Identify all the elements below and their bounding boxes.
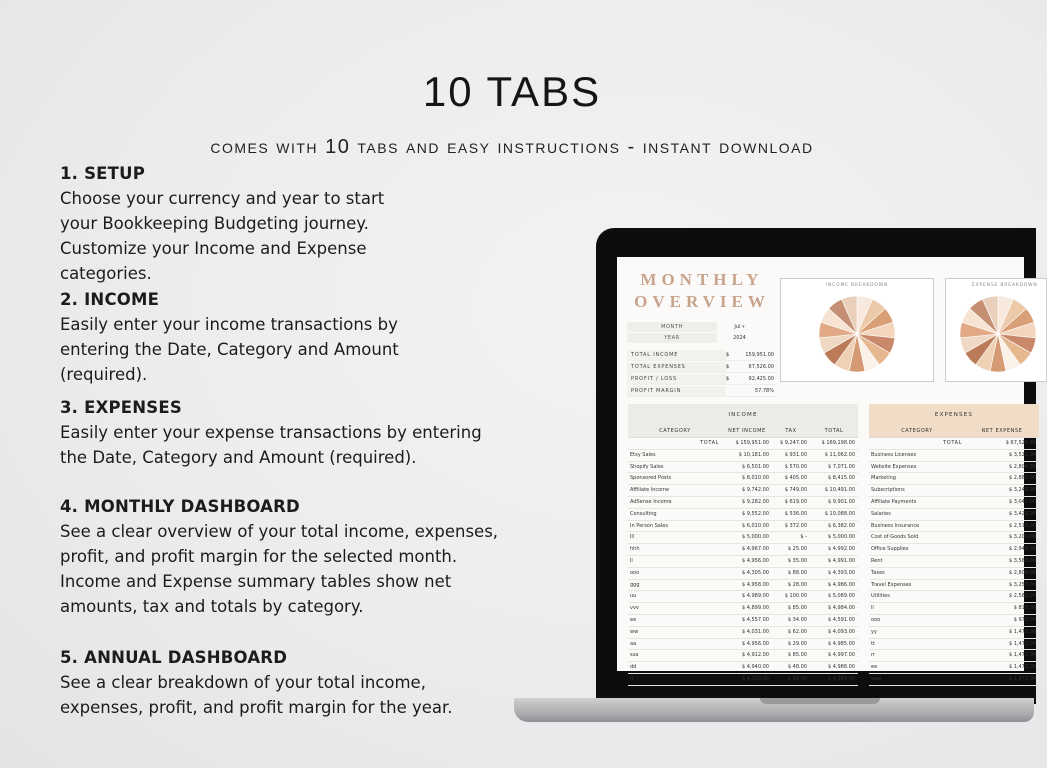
cell-category[interactable]: ll — [630, 557, 633, 564]
stat-label: PROFIT / LOSS — [627, 374, 726, 384]
cell-category[interactable]: Taxes — [871, 569, 885, 576]
cell-value: $ 4,899.00 — [741, 605, 769, 612]
cell-value: $ 6,010.00 — [741, 522, 769, 529]
year-label: YEAR — [627, 333, 717, 343]
cell-category[interactable]: Business Insurance — [871, 522, 920, 529]
income-pie — [781, 288, 933, 378]
cell-value: $ 4,591.00 — [827, 616, 855, 623]
cell-value: $ 1,473.00 — [1008, 675, 1036, 682]
cell-value: $ 9,742.00 — [741, 487, 769, 494]
table-row — [628, 627, 858, 639]
cell-value: $ 4,986.00 — [827, 581, 855, 588]
total-label: TOTAL — [700, 440, 719, 446]
cell-value: $ 85.00 — [787, 605, 807, 612]
cell-value: $ 7,071.00 — [827, 463, 855, 470]
cell-category[interactable]: Travel Expenses — [871, 581, 912, 588]
table-row — [869, 662, 1039, 674]
table-row — [869, 650, 1039, 662]
table-row — [869, 580, 1039, 592]
table-row — [628, 580, 858, 592]
cell-value: $ 5,000.00 — [827, 534, 855, 541]
cell-value: $ 4,956.00 — [741, 557, 769, 564]
month-select[interactable]: Jul ▾ — [734, 323, 745, 330]
year-value[interactable]: 2024 — [733, 334, 746, 341]
section-heading: 5. ANNUAL DASHBOARD — [60, 648, 288, 667]
cell-value: $ 29.00 — [787, 640, 807, 647]
table-row — [869, 450, 1039, 462]
total-value: $ 159,951.00 — [735, 440, 769, 446]
cell-value: $ 65.00 — [787, 675, 807, 682]
table-row — [869, 627, 1039, 639]
cell-value: $ 4,988.00 — [827, 664, 855, 671]
section-body: See a clear breakdown of your total income, expenses, profit, and profit margin for the year. — [60, 673, 453, 717]
cell-value: $ 2,809.00 — [1008, 569, 1036, 576]
cell-value: $ 8,415.00 — [827, 475, 855, 482]
cell-value: $ 3,257.00 — [1008, 581, 1036, 588]
cell-value: $ 1,472.00 — [1008, 628, 1036, 635]
cell-value: $ 6,382.00 — [827, 522, 855, 529]
table-row — [628, 603, 858, 615]
expense-table — [869, 404, 1039, 686]
total-value: $ 169,198.00 — [821, 440, 855, 446]
section-setup — [60, 162, 520, 286]
income-table — [628, 404, 858, 686]
summary-stats — [627, 349, 777, 397]
cell-value: $ 4,385.00 — [827, 675, 855, 682]
title-line-1: MONTHLY — [640, 270, 764, 289]
section-income — [60, 288, 520, 387]
cell-value: $ 3,206.00 — [1008, 534, 1036, 541]
stat-value: 92,425.00 — [748, 375, 774, 382]
cell-value: $ 100.00 — [784, 593, 807, 600]
cell-value: $ 34.00 — [787, 616, 807, 623]
cell-category[interactable]: aa — [630, 640, 637, 647]
page-subtitle: comes with 10 tabs and easy instructions - instant download — [210, 136, 814, 158]
cell-category[interactable]: Consulting — [630, 510, 657, 517]
cell-category[interactable]: Affiliate Income — [630, 487, 670, 494]
cell-category[interactable]: Marketing — [871, 475, 896, 482]
cell-value: $ 973.00 — [1013, 616, 1036, 623]
cell-category[interactable]: ff — [630, 675, 634, 682]
stat-row — [627, 385, 777, 397]
cell-category[interactable]: ssa — [630, 652, 639, 659]
table-row — [628, 473, 858, 485]
table-row — [869, 674, 1039, 686]
cell-value: $ 4,989.00 — [741, 593, 769, 600]
section-annual-dashboard — [60, 646, 520, 720]
total-label: TOTAL — [943, 440, 962, 446]
cell-category[interactable]: ll — [871, 605, 874, 612]
section-heading: 2. INCOME — [60, 290, 160, 309]
cell-value: $ 6,501.00 — [741, 463, 769, 470]
stat-label: TOTAL INCOME — [627, 350, 726, 360]
cell-value: $ - — [800, 534, 807, 541]
income-breakdown-chart — [780, 278, 934, 382]
cell-value: $ 3,246.00 — [1008, 487, 1036, 494]
section-body: Choose your currency and year to start your Bookkeeping Budgeting journey. Customize your Income and Expense categories. — [60, 189, 385, 283]
section-heading: 3. EXPENSES — [60, 398, 182, 417]
table-row — [628, 521, 858, 533]
cell-category[interactable]: rr — [871, 652, 876, 659]
cell-value: $ 10,181.00 — [738, 451, 769, 458]
currency-symbol: $ — [726, 375, 730, 382]
cell-value: $ 3,568.00 — [1008, 557, 1036, 564]
cell-category[interactable]: ee — [630, 616, 637, 623]
cell-value: $ 4,985.00 — [827, 640, 855, 647]
table-row — [869, 568, 1039, 580]
table-row — [628, 615, 858, 627]
cell-category[interactable]: Rent — [871, 557, 883, 564]
cell-category[interactable]: vvv — [630, 605, 639, 612]
table-header-row — [628, 426, 858, 438]
laptop-notch — [760, 698, 880, 704]
table-row — [628, 662, 858, 674]
cell-value: $ 2,946.00 — [1008, 546, 1036, 553]
cell-value: $ 10,088.00 — [824, 510, 855, 517]
cell-category[interactable]: Utilities — [871, 593, 890, 600]
table-row — [628, 650, 858, 662]
table-row — [628, 639, 858, 651]
table-row — [628, 674, 858, 686]
cell-value: $ 4,956.00 — [741, 640, 769, 647]
cell-category[interactable]: Business Licenses — [871, 451, 917, 458]
cell-category[interactable]: Cost of Goods Sold — [871, 534, 919, 541]
cell-category[interactable]: yy — [871, 628, 877, 635]
cell-value: $ 88.00 — [787, 569, 807, 576]
stat-row — [627, 361, 777, 373]
section-body: See a clear overview of your total income, expenses, profit, and profit margin for the selected month. Income and Expense summary tables show net amounts, tax and totals by category. — [60, 522, 499, 616]
expense-pie — [946, 288, 1046, 378]
cell-value: $ 372.00 — [784, 522, 807, 529]
cell-value: $ 28.00 — [787, 581, 807, 588]
table-row — [628, 497, 858, 509]
stat-label: PROFIT MARGIN — [627, 386, 726, 396]
section-heading: 1. SETUP — [60, 164, 145, 183]
cell-value: $ 2,582.00 — [1008, 593, 1036, 600]
stat-row — [627, 373, 777, 385]
table-row — [869, 603, 1039, 615]
cell-category[interactable]: Subscriptions — [871, 487, 905, 494]
cell-value: $ 9,552.00 — [741, 510, 769, 517]
cell-value: $ 4,958.00 — [741, 581, 769, 588]
income-chart-title: INCOME BREAKDOWN — [825, 283, 889, 288]
section-expenses — [60, 396, 520, 470]
cell-value: $ 570.00 — [784, 463, 807, 470]
cell-category[interactable]: hhh — [630, 546, 640, 553]
table-row — [628, 509, 858, 521]
column-header: CATEGORY — [901, 428, 933, 434]
cell-value: $ 3,421.00 — [1008, 510, 1036, 517]
table-row — [869, 532, 1039, 544]
total-value: $ 9,247.00 — [779, 440, 807, 446]
cell-value: $ 3,521.00 — [1008, 451, 1036, 458]
stat-row — [627, 349, 777, 361]
column-header: TAX — [785, 428, 797, 434]
chevron-down-icon: ▾ — [742, 323, 745, 330]
expense-breakdown-chart — [945, 278, 1047, 382]
cell-category[interactable]: Salaries — [871, 510, 891, 517]
cell-category[interactable]: Shopify Sales — [630, 463, 664, 470]
cell-category[interactable]: lll — [630, 534, 635, 541]
month-year-selector — [627, 321, 772, 343]
table-total-row — [628, 438, 858, 450]
table-title: INCOME — [628, 404, 858, 426]
cell-value: $ 749.00 — [784, 487, 807, 494]
month-label: MONTH — [627, 322, 717, 332]
stat-value: 57.78% — [754, 387, 774, 394]
cell-category[interactable]: Etsy Sales — [630, 451, 656, 458]
column-header: NET INCOME — [728, 428, 766, 434]
table-row — [869, 556, 1039, 568]
cell-value: $ 11,062.00 — [824, 451, 855, 458]
table-row — [628, 532, 858, 544]
table-total-row — [869, 438, 1039, 450]
table-row — [628, 568, 858, 580]
cell-category[interactable]: ee — [871, 664, 878, 671]
cell-category[interactable]: Sponsored Posts — [630, 475, 672, 482]
total-value: $ 67,526.00 — [1005, 440, 1036, 446]
cell-value: $ 4,320.00 — [741, 675, 769, 682]
table-row — [869, 639, 1039, 651]
cell-category[interactable]: In Person Sales — [630, 522, 668, 529]
cell-value: $ 1,473.00 — [1008, 652, 1036, 659]
table-row — [869, 544, 1039, 556]
cell-value: $ 4,984.00 — [827, 605, 855, 612]
table-row — [869, 615, 1039, 627]
currency-symbol: $ — [726, 363, 730, 370]
cell-category[interactable]: ww — [630, 628, 639, 635]
cell-category[interactable]: Website Expenses — [871, 463, 917, 470]
table-row — [869, 497, 1039, 509]
page-title: 10 TABS — [422, 68, 602, 115]
cell-category[interactable]: Affiliate Payments — [871, 498, 917, 505]
cell-value: $ 35.00 — [787, 557, 807, 564]
currency-symbol: $ — [726, 351, 730, 358]
cell-category[interactable]: ggg — [630, 581, 640, 588]
cell-value: $ 62.00 — [787, 628, 807, 635]
stat-label: TOTAL EXPENSES — [627, 362, 726, 372]
monthly-overview-title — [627, 269, 777, 313]
column-header: CATEGORY — [659, 428, 691, 434]
section-body: Easily enter your income transactions by entering the Date, Category and Amount (required). — [60, 315, 399, 384]
table-row — [869, 521, 1039, 533]
cell-value: $ 4,305.00 — [741, 569, 769, 576]
cell-value: $ 25.00 — [787, 546, 807, 553]
title-line-2: OVERVIEW — [634, 292, 770, 311]
table-row — [628, 544, 858, 556]
cell-value: $ 4,940.00 — [741, 664, 769, 671]
cell-value: $ 4,031.00 — [741, 628, 769, 635]
cell-value: $ 10,491.00 — [824, 487, 855, 494]
cell-category[interactable]: Office Supplies — [871, 546, 909, 553]
section-monthly-dashboard — [60, 495, 520, 619]
cell-value: $ 4,991.00 — [827, 557, 855, 564]
cell-value: $ 619.00 — [784, 498, 807, 505]
cell-value: $ 815.00 — [1013, 605, 1036, 612]
table-row — [628, 591, 858, 603]
cell-category[interactable]: ooo — [871, 616, 881, 623]
stat-value: 159,951.00 — [745, 351, 774, 358]
cell-value: $ 8,010.00 — [741, 475, 769, 482]
cell-value: $ 4,557.00 — [741, 616, 769, 623]
cell-value: $ 2,804.00 — [1008, 463, 1036, 470]
cell-value: $ 5,089.00 — [827, 593, 855, 600]
cell-value: $ 931.00 — [784, 451, 807, 458]
cell-value: $ 405.00 — [784, 475, 807, 482]
table-row — [628, 462, 858, 474]
column-header: NET EXPENSE — [981, 428, 1023, 434]
cell-value: $ 4,912.00 — [741, 652, 769, 659]
cell-value: $ 4,997.00 — [827, 652, 855, 659]
cell-category[interactable]: tt — [871, 640, 875, 647]
cell-value: $ 2,887.00 — [1008, 475, 1036, 482]
cell-value: $ 85.00 — [787, 652, 807, 659]
column-header: TOTAL — [824, 428, 844, 434]
table-row — [628, 485, 858, 497]
cell-value: $ 4,992.00 — [827, 546, 855, 553]
cell-value: $ 2,519.00 — [1008, 522, 1036, 529]
cell-value: $ 4,393.00 — [827, 569, 855, 576]
table-row — [869, 509, 1039, 521]
table-title: EXPENSES — [869, 404, 1039, 426]
section-heading: 4. MONTHLY DASHBOARD — [60, 497, 300, 516]
cell-value: $ 5,000.00 — [741, 534, 769, 541]
cell-category[interactable]: uu — [630, 593, 637, 600]
table-row — [869, 473, 1039, 485]
spreadsheet-screen — [617, 257, 1038, 682]
table-row — [869, 485, 1039, 497]
section-body: Easily enter your expense transactions by entering the Date, Category and Amount (required). — [60, 423, 482, 467]
cell-value: $ 48.00 — [787, 664, 807, 671]
cell-category[interactable]: ooo — [630, 569, 640, 576]
cell-category[interactable]: AdSense Income — [630, 498, 672, 505]
cell-value: $ 1,472.00 — [1008, 664, 1036, 671]
cell-value: $ 9,282.00 — [741, 498, 769, 505]
expense-chart-title: EXPENSE BREAKDOWN — [972, 283, 1038, 288]
stat-value: 67,526.00 — [748, 363, 774, 370]
cell-value: $ 9,901.00 — [827, 498, 855, 505]
cell-value: $ 4,093.00 — [827, 628, 855, 635]
cell-value: $ 536.00 — [784, 510, 807, 517]
table-row — [869, 462, 1039, 474]
table-row — [628, 450, 858, 462]
cell-category[interactable]: wea — [871, 675, 882, 682]
table-header-row — [869, 426, 1039, 438]
table-row — [869, 591, 1039, 603]
table-row — [628, 556, 858, 568]
cell-value: $ 4,967.00 — [741, 546, 769, 553]
cell-value: $ 3,041.00 — [1008, 498, 1036, 505]
cell-category[interactable]: dd — [630, 664, 637, 671]
cell-value: $ 1,472.00 — [1008, 640, 1036, 647]
